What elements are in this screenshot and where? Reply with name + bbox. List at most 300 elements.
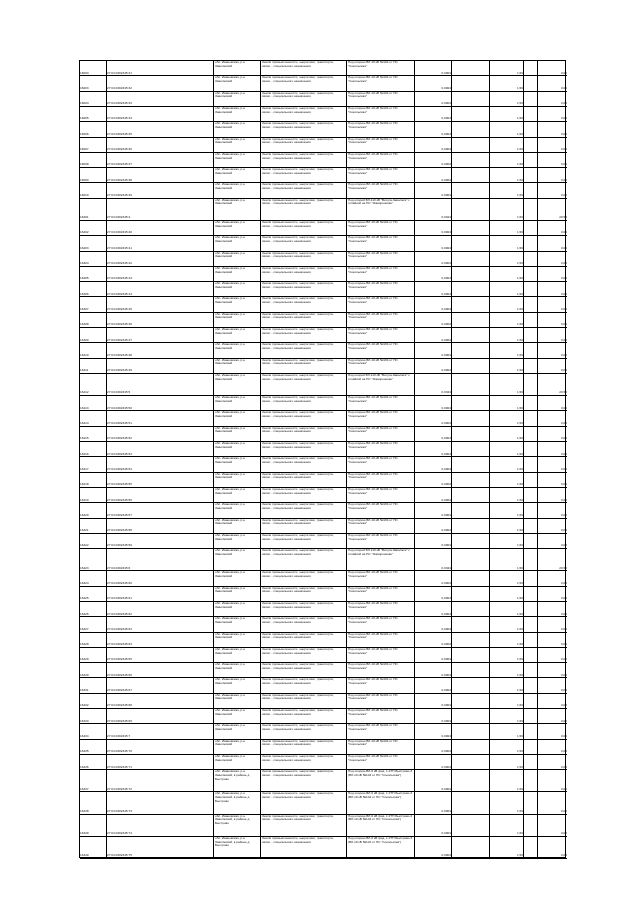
cadastral-number-cell xyxy=(107,168,214,182)
row-id: 16429 xyxy=(80,657,89,662)
address: обл. Ивановская, р-н Заволжский xyxy=(215,442,246,449)
area-value-cell xyxy=(415,107,452,121)
address: обл. Ивановская, р-н Заволжский xyxy=(215,312,246,320)
tax-rate: 1,50 xyxy=(516,352,523,357)
empty-cell-cell xyxy=(524,427,538,441)
cadastral-number-cell xyxy=(107,328,214,342)
tax-rate: 1,50 xyxy=(516,436,523,441)
land-category: Земли промышленности, энергетики, транспорта, связи... специального назначения xyxy=(262,373,334,381)
row-id-cell xyxy=(80,694,107,708)
permitted-use: Под опорою ВЛ-10 кВ №104 от ПС "Сокольская" xyxy=(348,411,398,419)
area-value-cell xyxy=(415,473,452,487)
land-category: Земли промышленности, энергетики, транспорта, связи... специального назначения xyxy=(262,152,334,160)
tax-rate: 1,50 xyxy=(516,245,523,250)
permitted-use: Под опорою ВЛ-10 кВ №104 от ПС "Сокольская" xyxy=(348,282,398,289)
land-category-cell xyxy=(261,678,347,692)
area-value-cell xyxy=(415,724,452,738)
land-category-cell xyxy=(261,168,347,182)
address: обл. Ивановская, р-н Заволжский xyxy=(215,586,246,594)
empty-cell-cell xyxy=(452,61,490,75)
empty-cell-cell xyxy=(452,571,490,585)
row-id: 16003 xyxy=(80,85,89,90)
tax-rate-cell xyxy=(490,107,524,121)
tax-amount: 0,06 xyxy=(560,786,567,791)
area-value: 0,0004 xyxy=(441,276,451,281)
row-id: 16417 xyxy=(80,466,89,471)
empty-cell-cell xyxy=(524,396,538,410)
permitted-use: Под опорою ВЛ-6 кВ фид. 1 КТП Быстрово-3 (ВЛ-10 кВ №104 от ПС "Сокольская") xyxy=(348,836,413,844)
empty-cell-cell xyxy=(524,252,538,266)
tax-rate-cell xyxy=(490,488,524,502)
empty-cell-cell xyxy=(452,168,490,182)
cadastral-number: 27:04:0302345:48 xyxy=(107,352,132,357)
row-id: 16411 xyxy=(80,368,89,373)
empty-cell-cell xyxy=(452,815,490,836)
tax-amount-cell xyxy=(538,236,567,250)
tax-rate-cell xyxy=(490,473,524,487)
cadastral-number: 27:04:0302345:42 xyxy=(107,261,132,266)
tax-amount: 0,06 xyxy=(560,703,567,708)
empty-cell-cell xyxy=(452,374,490,395)
empty-cell-cell xyxy=(524,792,538,813)
cadastral-number: 27:04:0302345:65 xyxy=(107,657,132,662)
land-category-cell xyxy=(261,633,347,647)
empty-cell-cell xyxy=(524,411,538,425)
tax-amount: 0,06 xyxy=(560,230,567,235)
row-id-cell xyxy=(80,503,107,517)
tax-rate-cell xyxy=(490,76,524,90)
empty-cell-cell xyxy=(452,297,490,311)
tax-rate: 1,50 xyxy=(516,733,523,738)
address-cell xyxy=(214,122,261,136)
tax-amount-cell xyxy=(538,282,567,296)
tax-amount: 0,06 xyxy=(560,596,567,601)
cadastral-number-cell xyxy=(107,617,214,631)
permitted-use: Под опорою ВЛ-6 кВ фид. 1 КТП Быстрово-3 (ВЛ-10 кВ №104 от ПС "Сокольская") xyxy=(348,814,413,822)
cadastral-number-cell xyxy=(107,837,214,858)
empty-cell-cell xyxy=(524,457,538,471)
table-row xyxy=(80,313,567,328)
table-row xyxy=(80,837,567,859)
permitted-use: Под опорой ВЛ-110 кВ "Вичуга-Заволжск" с отпайкой на ПС "Жаворонково" xyxy=(348,549,410,556)
land-category: Земли промышленности, энергетики, транспорта, связи... специального назначения xyxy=(262,814,334,822)
row-id-cell xyxy=(80,648,107,662)
permitted-use-cell xyxy=(347,153,415,167)
permitted-use-cell xyxy=(347,473,415,487)
tax-rate-cell xyxy=(490,519,524,533)
cadastral-number-cell xyxy=(107,374,214,395)
land-category-cell xyxy=(261,534,347,548)
tax-rate: 1,50 xyxy=(516,337,523,342)
address-cell xyxy=(214,297,261,311)
table-row xyxy=(80,343,567,358)
row-id-cell xyxy=(80,815,107,836)
permitted-use: Под опорою ВЛ-10 кВ №104 от ПС "Сокольская" xyxy=(348,312,398,320)
permitted-use: Под опорою ВЛ-10 кВ №104 от ПС "Сокольская" xyxy=(348,709,398,716)
area-value-cell xyxy=(415,678,452,692)
permitted-use: Под опорою ВЛ-10 кВ №104 от ПС "Сокольская" xyxy=(348,617,398,624)
permitted-use-cell xyxy=(347,678,415,692)
address-cell xyxy=(214,359,261,373)
area-value-cell xyxy=(415,396,452,410)
cadastral-number: 27:04:0302345:75 xyxy=(107,853,132,858)
empty-cell-cell xyxy=(452,343,490,357)
land-category: Земли промышленности, энергетики, транспорта, связи... специального назначения xyxy=(262,663,334,670)
row-id: 16426 xyxy=(80,611,89,616)
tax-amount-cell xyxy=(538,221,567,235)
area-value: 0,0004 xyxy=(441,85,451,90)
tax-amount: 0,06 xyxy=(560,177,567,182)
cadastral-number: 27:04:0302345:40 xyxy=(107,230,132,235)
area-value-cell xyxy=(415,602,452,616)
permitted-use-cell xyxy=(347,374,415,395)
land-category: Земли промышленности, энергетики, транспорта, связи... специального назначения xyxy=(262,792,334,800)
land-category-cell xyxy=(261,770,347,791)
permitted-use: Под опорою ВЛ-10 кВ №104 от ПС "Сокольская" xyxy=(348,297,398,305)
empty-cell-cell xyxy=(452,602,490,616)
area-value-cell xyxy=(415,648,452,662)
empty-cell-cell xyxy=(452,519,490,533)
cadastral-number-cell xyxy=(107,107,214,121)
address-cell xyxy=(214,663,261,677)
land-category-cell xyxy=(261,297,347,311)
land-category-cell xyxy=(261,663,347,677)
row-id-cell xyxy=(80,534,107,548)
land-category-cell xyxy=(261,519,347,533)
address-cell xyxy=(214,519,261,533)
tax-amount: 0,06 xyxy=(560,116,567,121)
land-category-cell xyxy=(261,457,347,471)
tax-rate: 1,50 xyxy=(516,642,523,647)
land-category: Земли промышленности, энергетики, транспорта, связи... специального назначения xyxy=(262,549,334,556)
address-cell xyxy=(214,709,261,723)
address: обл. Ивановская, р-н Заволжский xyxy=(215,457,246,465)
tax-rate: 1,50 xyxy=(516,512,523,517)
row-id: 16406 xyxy=(80,291,89,296)
permitted-use: Под опорою ВЛ-10 кВ №104 от ПС "Сокольская" xyxy=(348,236,398,243)
address: обл. Ивановская, р-н Заволжский xyxy=(215,266,246,274)
tax-rate: 1,50 xyxy=(516,291,523,296)
row-id-cell xyxy=(80,374,107,395)
land-category: Земли промышленности, энергетики, транспорта, связи... специального назначения xyxy=(262,472,334,480)
tax-amount: 0,06 xyxy=(560,642,567,647)
tax-amount: 0,06 xyxy=(560,580,567,585)
tax-amount-cell xyxy=(538,138,567,152)
address-cell xyxy=(214,770,261,791)
permitted-use: Под опорою ВЛ-10 кВ №104 от ПС "Сокольская" xyxy=(348,61,398,68)
table-row xyxy=(80,359,567,374)
land-category: Земли промышленности, энергетики, транспорта, связи... специального назначения xyxy=(262,198,334,206)
permitted-use-cell xyxy=(347,709,415,723)
row-id-cell xyxy=(80,252,107,266)
area-value: 0,0004 xyxy=(441,337,451,342)
tax-amount: 0,06 xyxy=(560,245,567,250)
table-row xyxy=(80,571,567,586)
cadastral-number-cell xyxy=(107,571,214,585)
land-category: Земли промышленности, энергетики, транспорта, связи... специального назначения xyxy=(262,312,334,320)
area-value: 0,0004 xyxy=(441,147,451,152)
land-category: Земли промышленности, энергетики, транспорта, связи... специального назначения xyxy=(262,122,334,129)
land-category: Земли промышленности, энергетики, транспорта, связи... специального назначения xyxy=(262,533,334,541)
row-id: 16009 xyxy=(80,177,89,182)
address: обл. Ивановская, р-н Заволжский xyxy=(215,663,246,670)
empty-cell-cell xyxy=(452,587,490,601)
table-row xyxy=(80,587,567,602)
row-id: 16440 xyxy=(80,853,89,858)
tax-amount: 0,06 xyxy=(560,337,567,342)
land-category: Земли промышленности, энергетики, транспорта, связи... специального назначения xyxy=(262,358,334,366)
tax-rate: 1,50 xyxy=(516,421,523,425)
area-value: 0,0004 xyxy=(441,101,451,106)
permitted-use: Под опорою ВЛ-10 кВ №104 от ПС "Сокольская" xyxy=(348,328,398,335)
tax-rate-cell xyxy=(490,740,524,754)
cadastral-number-cell xyxy=(107,648,214,662)
land-category: Земли промышленности, энергетики, транспорта, связи... специального назначения xyxy=(262,282,334,289)
land-category: Земли промышленности, энергетики, транспорта, связи... специального назначения xyxy=(262,426,334,434)
tax-amount: 0,06 xyxy=(560,131,567,136)
tax-amount-cell xyxy=(538,694,567,708)
land-category: Земли промышленности, энергетики, транспорта, связи... специального назначения xyxy=(262,76,334,83)
empty-cell-cell xyxy=(524,815,538,836)
address: обл. Ивановская, р-н Заволжский xyxy=(215,106,246,114)
tax-rate: 1,50 xyxy=(516,451,523,456)
cadastral-number-cell xyxy=(107,138,214,152)
tax-amount: 0,06 xyxy=(560,853,567,858)
row-id-cell xyxy=(80,313,107,327)
permitted-use-cell xyxy=(347,457,415,471)
row-id-cell xyxy=(80,633,107,647)
tax-amount: 0,06 xyxy=(560,85,567,90)
tax-amount-cell xyxy=(538,534,567,548)
permitted-use: Под опорою ВЛ-10 кВ №104 от ПС "Сокольская" xyxy=(348,396,398,403)
cadastral-number: 27:04:0302345:73 xyxy=(107,808,132,813)
land-category: Земли промышленности, энергетики, транспорта, связи... специального назначения xyxy=(262,709,334,716)
permitted-use-cell xyxy=(347,221,415,235)
permitted-use-cell xyxy=(347,519,415,533)
address-cell xyxy=(214,328,261,342)
empty-cell-cell xyxy=(452,183,490,197)
table-row xyxy=(80,122,567,137)
tax-amount-cell xyxy=(538,709,567,723)
empty-cell-cell xyxy=(524,183,538,197)
permitted-use: Под опорою ВЛ-10 кВ №104 от ПС "Сокольская" xyxy=(348,122,398,129)
land-category: Земли промышленности, энергетики, транспорта, связи... специального назначения xyxy=(262,343,334,351)
empty-cell-cell xyxy=(524,107,538,121)
land-category: Земли промышленности, энергетики, транспорта, связи... специального назначения xyxy=(262,236,334,243)
tax-amount-cell xyxy=(538,815,567,836)
row-id-cell xyxy=(80,107,107,121)
permitted-use-cell xyxy=(347,694,415,708)
land-category-cell xyxy=(261,92,347,106)
tax-rate-cell xyxy=(490,442,524,456)
address: обл. Ивановская, р-н Заволжский xyxy=(215,724,246,732)
tax-rate: 1,50 xyxy=(516,580,523,585)
permitted-use: Под опорою ВЛ-10 кВ №104 от ПС "Сокольская" xyxy=(348,754,398,762)
table-row xyxy=(80,396,567,411)
empty-cell-cell xyxy=(452,267,490,281)
tax-amount-cell xyxy=(538,252,567,266)
row-id-cell xyxy=(80,549,107,570)
tax-amount-cell xyxy=(538,359,567,373)
row-id-cell xyxy=(80,457,107,471)
tax-amount-cell xyxy=(538,602,567,616)
tax-rate-cell xyxy=(490,694,524,708)
empty-cell-cell xyxy=(452,770,490,791)
empty-cell-cell xyxy=(524,92,538,106)
permitted-use: Под опорою ВЛ-10 кВ №104 от ПС "Сокольская" xyxy=(348,487,398,495)
area-value: 0,0004 xyxy=(441,352,451,357)
permitted-use: Под опорою ВЛ-10 кВ №104 от ПС "Сокольская" xyxy=(348,518,398,526)
area-value-cell xyxy=(415,236,452,250)
cadastral-number: 27:04:0302345:49 xyxy=(107,368,132,373)
land-category-cell xyxy=(261,282,347,296)
address: обл. Ивановская, р-н Заволжский xyxy=(215,76,246,83)
tax-rate-cell xyxy=(490,343,524,357)
tax-amount-cell xyxy=(538,724,567,738)
permitted-use-cell xyxy=(347,587,415,601)
land-category: Земли промышленности, энергетики, транспорта, связи... специального назначения xyxy=(262,396,334,403)
address: обл. Ивановская, р-н Заволжский xyxy=(215,411,246,419)
address-cell xyxy=(214,617,261,631)
permitted-use-cell xyxy=(347,427,415,441)
cadastral-number: 27:04:0302345:47 xyxy=(107,337,132,342)
row-id: 16416 xyxy=(80,451,89,456)
permitted-use: Под опорою ВЛ-10 кВ №104 от ПС "Сокольская" xyxy=(348,678,398,686)
row-id: 16438 xyxy=(80,808,89,813)
tax-amount-cell xyxy=(538,457,567,471)
address-cell xyxy=(214,411,261,425)
area-value-cell xyxy=(415,427,452,441)
tax-rate-cell xyxy=(490,457,524,471)
cadastral-number: 27:04:0302345:66 xyxy=(107,672,132,677)
tax-rate: 1,50 xyxy=(516,497,523,502)
address: обл. Ивановская, р-н Заволжский xyxy=(215,549,246,556)
cadastral-number-cell xyxy=(107,76,214,90)
area-value: 0,0004 xyxy=(441,116,451,121)
permitted-use: Под опорою ВЛ-10 кВ №104 от ПС "Сокольская" xyxy=(348,533,398,541)
land-category: Земли промышленности, энергетики, транспорта, связи... специального назначения xyxy=(262,586,334,594)
address: обл. Ивановская, р-н Заволжский xyxy=(215,678,246,686)
empty-cell-cell xyxy=(452,359,490,373)
tax-rate: 1,50 xyxy=(516,116,523,121)
address-cell xyxy=(214,587,261,601)
tax-rate-cell xyxy=(490,267,524,281)
tax-amount: 0,06 xyxy=(560,718,567,723)
address: обл. Ивановская, р-н Заволжский, в районе д. Быстрово xyxy=(215,814,251,826)
tax-rate: 1,50 xyxy=(516,177,523,182)
table-row xyxy=(80,168,567,183)
land-category: Земли промышленности, энергетики, транспорта, связи... специального назначения xyxy=(262,518,334,526)
land-category-cell xyxy=(261,252,347,266)
cadastral-number-cell xyxy=(107,61,214,75)
table-row xyxy=(80,740,567,755)
tax-amount-cell xyxy=(538,122,567,136)
tax-rate: 1,50 xyxy=(516,368,523,373)
tax-amount-cell xyxy=(538,571,567,585)
cadastral-number-cell xyxy=(107,252,214,266)
cadastral-number: 27:04:0302345:56 xyxy=(107,497,132,502)
cadastral-number-cell xyxy=(107,457,214,471)
tax-rate: 1,50 xyxy=(516,276,523,281)
address: обл. Ивановская, р-н Заволжский xyxy=(215,343,246,351)
permitted-use: Под опорою ВЛ-10 кВ №104 от ПС "Сокольская" xyxy=(348,601,398,609)
empty-cell-cell xyxy=(524,328,538,342)
cadastral-number-cell xyxy=(107,709,214,723)
area-value-cell xyxy=(415,199,452,220)
empty-cell-cell xyxy=(524,770,538,791)
row-id: 16422 xyxy=(80,543,89,548)
area-value-cell xyxy=(415,571,452,585)
permitted-use-cell xyxy=(347,740,415,754)
permitted-use-cell xyxy=(347,183,415,197)
empty-cell-cell xyxy=(524,221,538,235)
empty-cell-cell xyxy=(524,267,538,281)
tax-rate-cell xyxy=(490,396,524,410)
area-value-cell xyxy=(415,770,452,791)
address-cell xyxy=(214,396,261,410)
cadastral-number-cell xyxy=(107,396,214,410)
permitted-use-cell xyxy=(347,488,415,502)
tax-amount: 0,06 xyxy=(560,405,567,410)
empty-cell-cell xyxy=(524,168,538,182)
land-category: Земли промышленности, энергетики, транспорта, связи... специального назначения xyxy=(262,678,334,686)
area-value: 0,0004 xyxy=(441,451,451,456)
row-id: 16010 xyxy=(80,193,89,197)
empty-cell-cell xyxy=(524,153,538,167)
address-cell xyxy=(214,267,261,281)
tax-rate-cell xyxy=(490,837,524,858)
tax-rate: 1,50 xyxy=(516,261,523,266)
area-value-cell xyxy=(415,153,452,167)
empty-cell-cell xyxy=(452,503,490,517)
tax-rate-cell xyxy=(490,571,524,585)
tax-rate: 1,50 xyxy=(516,749,523,754)
land-category: Земли промышленности, энергетики, транспорта, связи... специального назначения xyxy=(262,328,334,335)
tax-rate: 1,50 xyxy=(516,543,523,548)
permitted-use: Под опорою ВЛ-10 кВ №104 от ПС "Сокольская" xyxy=(348,442,398,449)
permitted-use: Под опорою ВЛ-10 кВ №104 от ПС "Сокольская" xyxy=(348,472,398,480)
tax-amount-cell xyxy=(538,503,567,517)
area-value: 0,0004 xyxy=(441,245,451,250)
empty-cell-cell xyxy=(524,519,538,533)
tax-amount-cell xyxy=(538,153,567,167)
empty-cell-cell xyxy=(524,122,538,136)
permitted-use-cell xyxy=(347,313,415,327)
row-id: 16418 xyxy=(80,482,89,487)
area-value: 0,0004 xyxy=(441,703,451,708)
permitted-use: Под опорою ВЛ-10 кВ №104 от ПС "Сокольская" xyxy=(348,739,398,747)
land-category: Земли промышленности, энергетики, транспорта, связи... специального назначения xyxy=(262,411,334,419)
cadastral-number: 27:04:0302345:50 xyxy=(107,405,132,410)
land-category: Земли промышленности, энергетики, транспорта, связи... специального назначения xyxy=(262,91,334,99)
permitted-use: Под опорою ВЛ-10 кВ №104 от ПС "Сокольская" xyxy=(348,586,398,594)
area-value: 0,0004 xyxy=(441,193,451,197)
address: обл. Ивановская, р-н Заволжский xyxy=(215,396,246,403)
cadastral-number-cell xyxy=(107,815,214,836)
cadastral-number: 27:04:0302345:62 xyxy=(107,611,132,616)
area-value: 0,0004 xyxy=(441,672,451,677)
tax-amount-cell xyxy=(538,374,567,395)
tax-rate-cell xyxy=(490,183,524,197)
empty-cell-cell xyxy=(524,709,538,723)
row-id: 16409 xyxy=(80,337,89,342)
cadastral-number-cell xyxy=(107,473,214,487)
permitted-use: Под опорою ВЛ-10 кВ №104 от ПС "Сокольская" xyxy=(348,91,398,99)
land-category-cell xyxy=(261,411,347,425)
table-row xyxy=(80,549,567,571)
row-id-cell xyxy=(80,359,107,373)
empty-cell-cell xyxy=(524,473,538,487)
